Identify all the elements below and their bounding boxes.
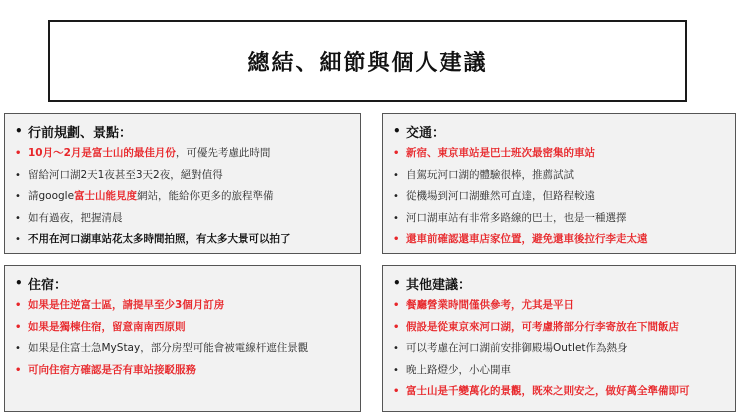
list-item: • 可向住宿方確認是否有車站接駁服務	[15, 360, 352, 382]
bullet-icon: •	[393, 321, 400, 333]
bullet-icon: •	[393, 234, 400, 245]
bullet-icon: •	[393, 148, 400, 159]
list-item: • 富士山是千變萬化的景觀，既來之則安之，做好萬全準備即可	[393, 381, 727, 403]
list-item: • 餐廳營業時間僅供參考，尤其是平日	[393, 295, 727, 317]
list-item: • 從機場到河口湖雖然可直達，但路程較遠	[393, 186, 727, 208]
panel-heading: • 行前規劃、景點：	[15, 124, 133, 141]
list-item: • 自駕玩河口湖的體驗很棒，推薦試試	[393, 165, 727, 187]
list-item: • 如果是住富士急MyStay，部分房型可能會被電線杆遮住景觀	[15, 338, 352, 360]
bullet-icon: •	[393, 124, 401, 138]
bullet-icon: •	[393, 169, 399, 181]
bullet-icon: •	[15, 364, 22, 376]
bullet-icon: •	[15, 148, 22, 159]
list-item: • 如有過夜，把握清晨	[15, 208, 352, 230]
slide-title: 總結、細節與個人建議	[247, 50, 488, 76]
bullet-icon: •	[15, 124, 23, 138]
bullet-icon: •	[15, 234, 21, 245]
list-item: • 如果是獨棟住宿，留意南南西原則	[15, 317, 352, 339]
bullet-icon: •	[15, 169, 21, 181]
list-item: • 不用在河口湖車站花太多時間拍照，有太多大景可以拍了	[15, 229, 352, 251]
bullet-icon: •	[15, 276, 23, 290]
panel-transport	[382, 113, 736, 254]
panel-accommodation	[4, 265, 361, 412]
bullet-icon: •	[15, 300, 22, 311]
list-item: • 留給河口湖2天1夜甚至3天2夜，絕對值得	[15, 165, 352, 187]
bullet-icon: •	[15, 321, 22, 333]
list-item: • 假設是從東京來河口湖，可考慮將部分行李寄放在下間飯店	[393, 317, 727, 339]
bullet-icon: •	[393, 276, 401, 290]
panel-heading: • 其他建議：	[393, 276, 472, 293]
list-item: • 如果是住逆富士區，請提早至少3個月訂房	[15, 295, 352, 317]
bullet-icon: •	[393, 212, 399, 224]
panel-heading: • 交通：	[393, 124, 446, 141]
bullet-icon: •	[15, 191, 21, 202]
bullet-icon: •	[393, 191, 399, 202]
list-item: • 還車前確認還車店家位置，避免還車後拉行李走太遠	[393, 229, 727, 251]
panel-heading: • 住宿：	[15, 276, 68, 293]
list-item: • 河口湖車站有非常多路線的巴士，也是一種選擇	[393, 208, 727, 230]
bullet-icon: •	[393, 300, 400, 311]
list-item: • 新宿、東京車站是巴士班次最密集的車站	[393, 143, 727, 165]
list-item: • 晚上路燈少，小心開車	[393, 360, 727, 382]
list-item: • 請google 富士山能見度 網站，能給你更多的旅程準備	[15, 186, 352, 208]
bullet-icon: •	[393, 343, 399, 354]
list-item: • 10月～2月是富士山的最佳月份 ，可優先考慮此時間	[15, 143, 352, 165]
bullet-icon: •	[15, 343, 21, 354]
bullet-icon: •	[393, 386, 400, 397]
bullet-icon: •	[393, 364, 399, 376]
bullet-icon: •	[15, 212, 21, 224]
list-item: • 可以考慮在河口湖前安排御殿場Outlet作為熱身	[393, 338, 727, 360]
panel-planning	[4, 113, 361, 254]
title-box	[48, 20, 687, 102]
panel-other-tips	[382, 265, 736, 412]
